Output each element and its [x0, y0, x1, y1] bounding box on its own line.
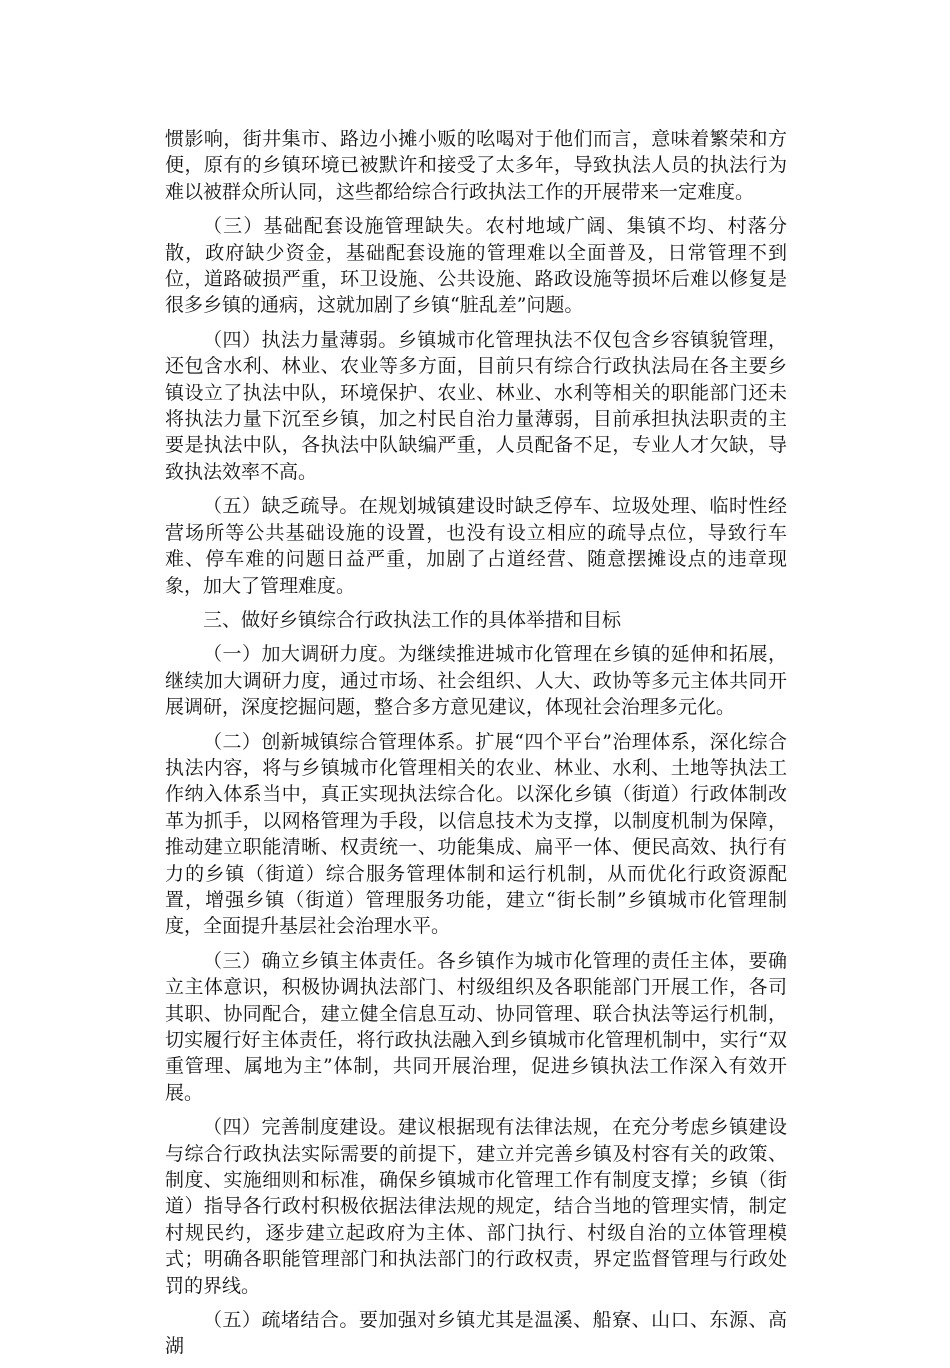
paragraph-township-responsibility: （三）确立乡镇主体责任。各乡镇作为城市化管理的责任主体，要确立主体意识，积极协调执法部门、村级组织及各职能部门开展工作，各司其职、协同配合，建立健全信息互动、协同管理、联合执法等运行机制，切实履行好主体责任，将行政执法融入到乡镇城市化管理机制中，实行“双重管理、属地为主”体制，共同开展治理，促进乡镇执法工作深入有效开展。: [165, 949, 787, 1104]
paragraph-management-system: （二）创新城镇综合管理体系。扩展“四个平台”治理体系，深化综合执法内容，将与乡镇城市化管理相关的农业、林业、水利、土地等执法工作纳入体系当中，真正实现执法综合化。以深化乡镇（街道）行政体制改革为抓手，以网格管理为手段，以信息技术为支撑，以制度机制为保障，推动建立职能清晰、权责统一、功能集成、扁平一体、便民高效、执行有力的乡镇（街道）综合服务管理体制和运行机制，从而优化行政资源配置，增强乡镇（街道）管理服务功能，建立“街长制”乡镇城市化管理制度，全面提升基层社会治理水平。: [165, 730, 787, 938]
paragraph-research: （一）加大调研力度。为继续推进城市化管理在乡镇的延伸和拓展，继续加大调研力度，通过市场、社会组织、人大、政协等多元主体共同开展调研，深度挖掘问题，整合多方意见建议，体现社会治理多元化。: [165, 643, 787, 719]
section-heading-measures: 三、做好乡镇综合行政执法工作的具体举措和目标: [203, 608, 622, 631]
paragraph-dredge-block: （五）疏堵结合。要加强对乡镇尤其是温溪、船寮、山口、东源、高湖: [165, 1309, 787, 1358]
paragraph-infrastructure: （三）基础配套设施管理缺失。农村地域广阔、集镇不均、村落分散，政府缺少资金，基础配套设施的管理难以全面普及，日常管理不到位，道路破损严重，环卫设施、公共设施、路政设施等损坏后难以修复是很多乡镇的通病，这就加剧了乡镇“脏乱差”问题。: [165, 215, 787, 317]
paragraph-enforcement-force: （四）执法力量薄弱。乡镇城市化管理执法不仅包含乡容镇貌管理，还包含水利、林业、农业等多方面，目前只有综合行政执法局在各主要乡镇设立了执法中队，环境保护、农业、林业、水利等相关的职能部门还未将执法力量下沉至乡镇，加之村民自治力量薄弱，目前承担执法职责的主要是执法中队，各执法中队缺编严重，人员配备不足，专业人才欠缺，导致执法效率不高。: [165, 328, 787, 483]
paragraph-lack-guidance: （五）缺乏疏导。在规划城镇建设时缺乏停车、垃圾处理、临时性经营场所等公共基础设施的设置，也没有设立相应的疏导点位，导致行车难、停车难的问题日益严重，加剧了占道经营、随意摆摊设点的违章现象，加大了管理难度。: [165, 495, 787, 597]
paragraph-institution-building: （四）完善制度建设。建议根据现有法律法规，在充分考虑乡镇建设与综合行政执法实际需要的前提下，建立并完善乡镇及村容有关的政策、制度、实施细则和标准，确保乡镇城市化管理工作有制度支撑；乡镇（街道）指导各行政村积极依据法律法规的规定，结合当地的管理实情，制定村规民约，逐步建立起政府为主体、部门执行、村级自治的立体管理模式；明确各职能管理部门和执法部门的行政权责，界定监督管理与行政处罚的界线。: [165, 1116, 787, 1297]
document-body: [165, 126, 787, 1368]
paragraph-continuation: 惯影响，街井集市、路边小摊小贩的吆喝对于他们而言，意味着繁荣和方便，原有的乡镇环境已被默许和接受了太多年，导致执法人员的执法行为难以被群众所认同，这些都给综合行政执法工作的开展带来一定难度。: [165, 128, 787, 203]
